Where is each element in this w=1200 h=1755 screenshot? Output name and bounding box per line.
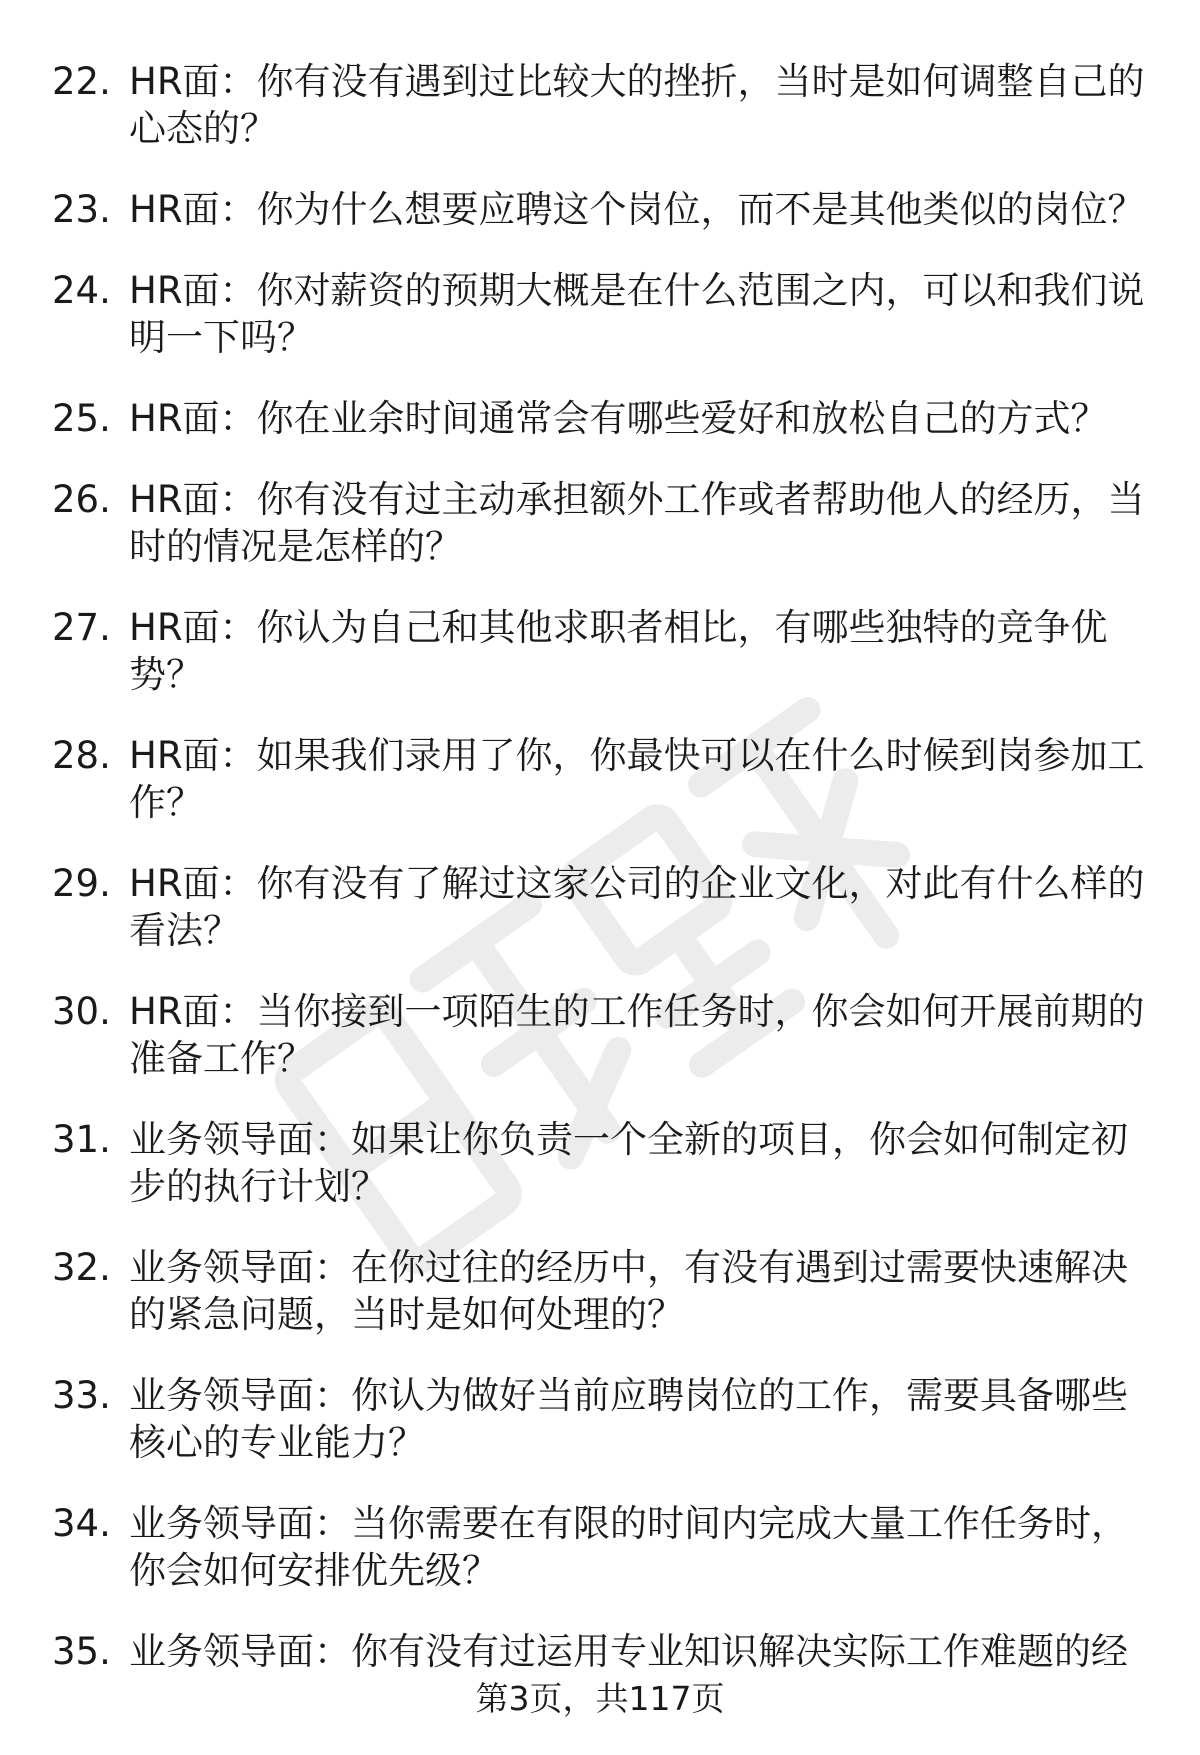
question-number: 29.	[52, 862, 111, 905]
question-text: HR面：你认为自己和其他求职者相比，有哪些独特的竞争优势？	[129, 606, 1108, 696]
question-text: 业务领导面：在你过往的经历中，有没有遇到过需要快速解决的紧急问题，当时是如何处理的？	[129, 1246, 1128, 1336]
question-text: HR面：你为什么想要应聘这个岗位，而不是其他类似的岗位？	[129, 188, 1145, 231]
list-item	[52, 1372, 1152, 1466]
list-item	[52, 395, 1152, 442]
list-item	[52, 1628, 1152, 1675]
question-text: HR面：你有没有了解过这家公司的企业文化，对此有什么样的看法？	[129, 862, 1145, 952]
question-number: 26.	[52, 478, 111, 521]
question-number: 30.	[52, 990, 111, 1033]
question-number: 27.	[52, 606, 111, 649]
question-text: 业务领导面：当你需要在有限的时间内完成大量工作任务时，你会如何安排优先级？	[129, 1502, 1128, 1592]
question-text: 业务领导面：你有没有过运用专业知识解决实际工作难题的经	[129, 1630, 1128, 1673]
question-number: 35.	[52, 1630, 111, 1673]
page-number-label: 第3页，共117页	[475, 1679, 725, 1718]
question-number: 24.	[52, 269, 111, 312]
list-item	[52, 476, 1152, 570]
question-list	[52, 58, 1152, 1709]
question-number: 23.	[52, 188, 111, 231]
list-item	[52, 58, 1152, 152]
list-item	[52, 860, 1152, 954]
question-number: 33.	[52, 1374, 111, 1417]
question-text: 业务领导面：你认为做好当前应聘岗位的工作，需要具备哪些核心的专业能力？	[129, 1374, 1128, 1464]
list-item	[52, 604, 1152, 698]
question-text: 业务领导面：如果让你负责一个全新的项目，你会如何制定初步的执行计划？	[129, 1118, 1128, 1208]
list-item	[52, 988, 1152, 1082]
question-number: 34.	[52, 1502, 111, 1545]
question-number: 28.	[52, 734, 111, 777]
question-text: HR面：如果我们录用了你，你最快可以在什么时候到岗参加工作？	[129, 734, 1145, 824]
question-number: 32.	[52, 1246, 111, 1289]
list-item	[52, 732, 1152, 826]
question-text: HR面：你在业余时间通常会有哪些爱好和放松自己的方式？	[129, 397, 1108, 440]
question-number: 25.	[52, 397, 111, 440]
list-item	[52, 267, 1152, 361]
question-text: HR面：你对薪资的预期大概是在什么范围之内，可以和我们说明一下吗？	[129, 269, 1145, 359]
page-footer	[0, 1679, 1200, 1719]
question-text: HR面：你有没有过主动承担额外工作或者帮助他人的经历，当时的情况是怎样的？	[129, 478, 1145, 568]
list-item	[52, 1116, 1152, 1210]
question-text: HR面：当你接到一项陌生的工作任务时，你会如何开展前期的准备工作？	[129, 990, 1145, 1080]
question-text: HR面：你有没有遇到过比较大的挫折，当时是如何调整自己的心态的？	[129, 60, 1145, 150]
list-item	[52, 1244, 1152, 1338]
question-number: 31.	[52, 1118, 111, 1161]
list-item	[52, 186, 1152, 233]
list-item	[52, 1500, 1152, 1594]
question-number: 22.	[52, 60, 111, 103]
